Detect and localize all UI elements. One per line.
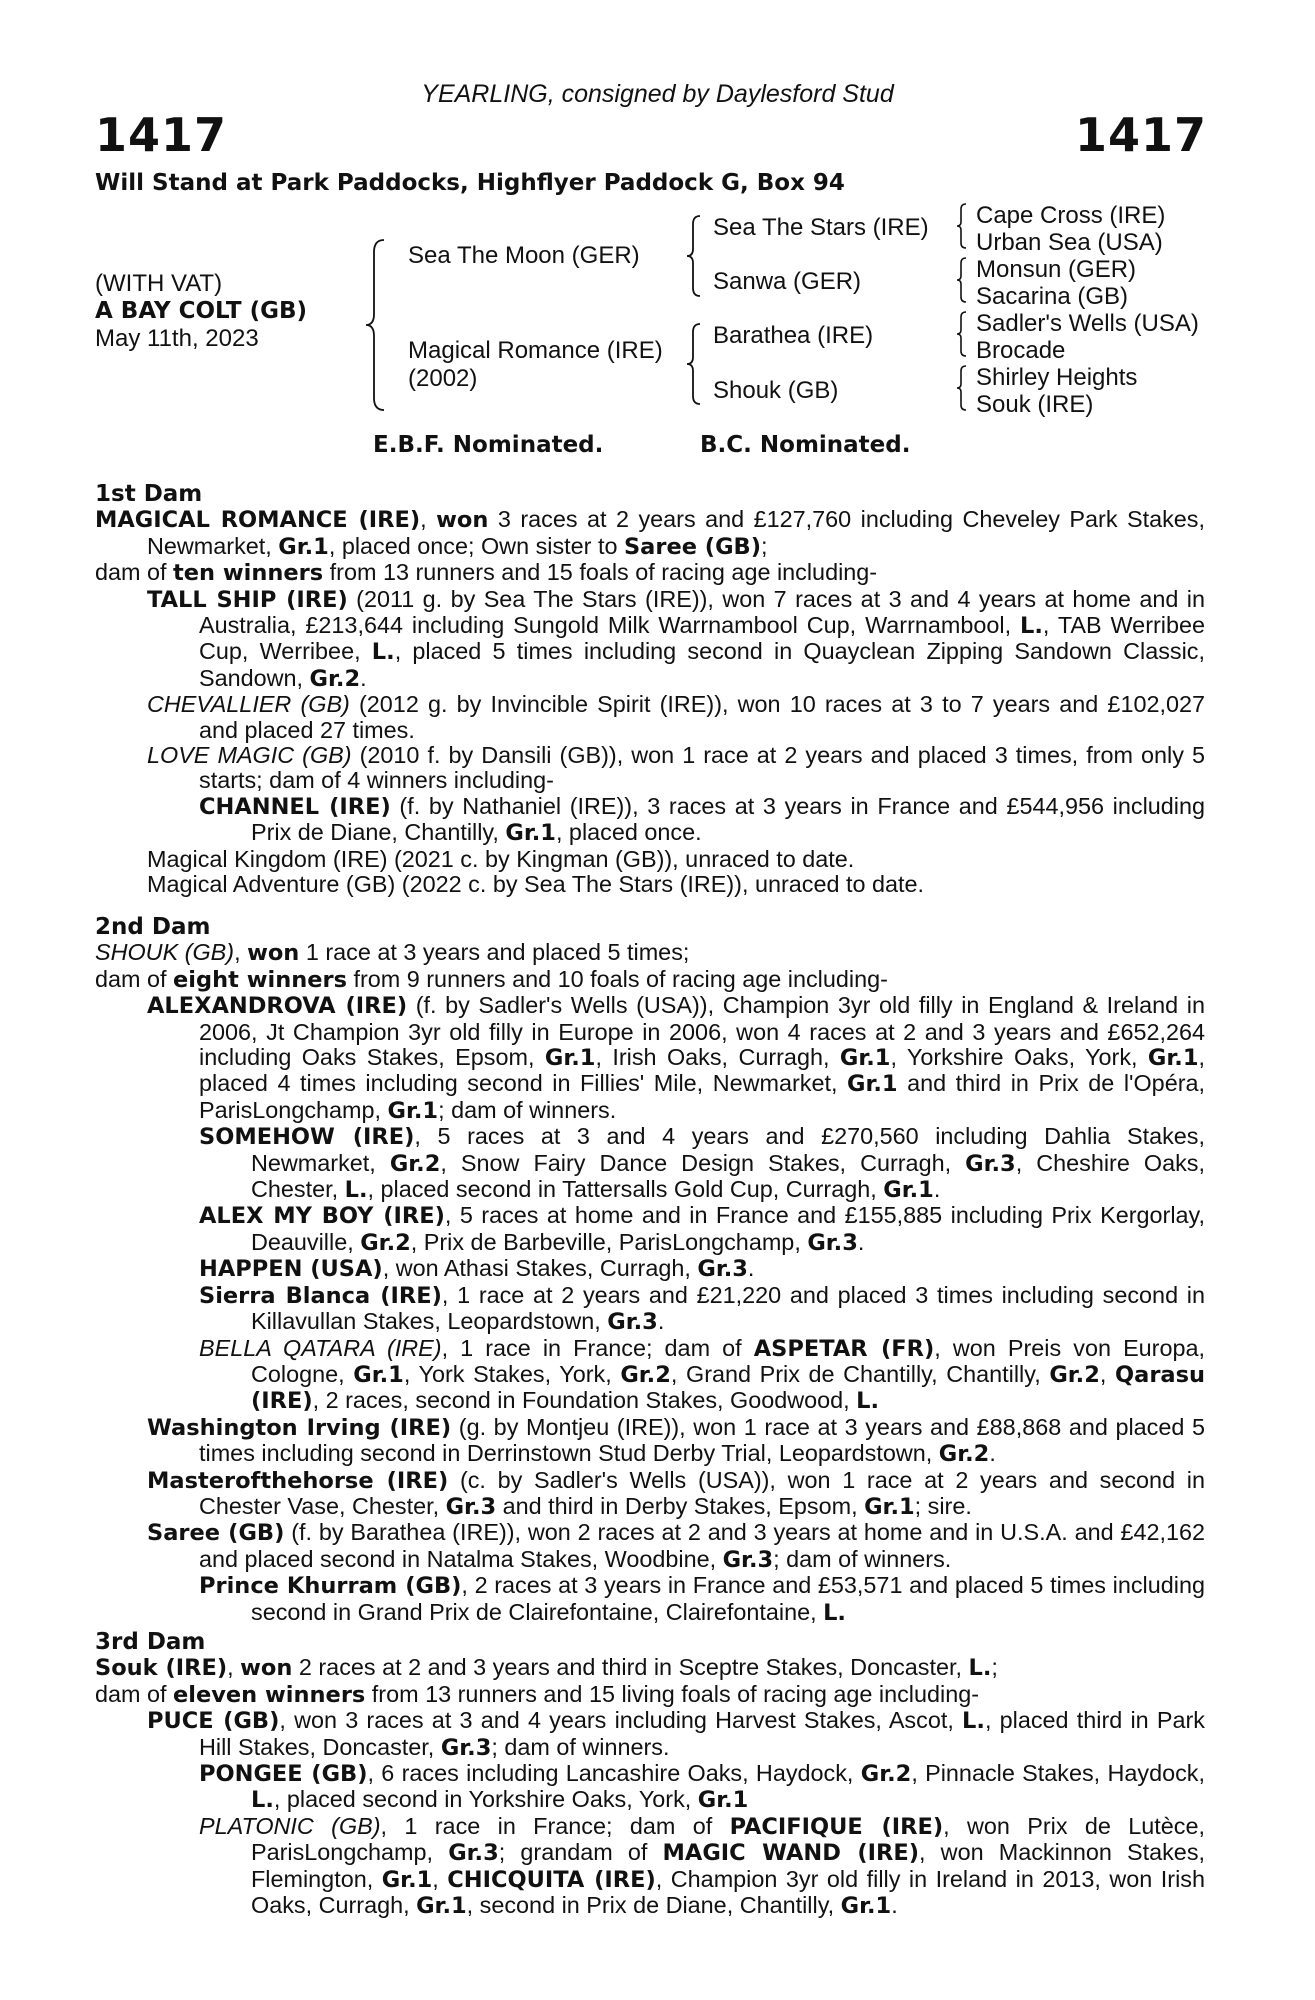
pedigree-entry [95, 940, 1205, 966]
bold-text: Gr.3 [445, 1493, 497, 1520]
text-run: . [747, 1255, 755, 1282]
text-run: . [891, 1892, 898, 1919]
second-dam-title: 2nd Dam [95, 914, 211, 940]
bold-text: L. [371, 639, 395, 666]
text-run: , 1 race in France; dam of [441, 1334, 754, 1361]
pedigree-entry [147, 743, 1205, 794]
text-run: , 2 races, second in Foundation Stakes, Goodwood, [312, 1387, 857, 1414]
bold-text: L. [968, 1655, 992, 1682]
bold-text: L. [1020, 613, 1043, 640]
text-run: , Pinnacle Stakes, Haydock, [911, 1760, 1205, 1787]
text-run: dam of [95, 559, 174, 586]
vat-note: (WITH VAT) [95, 270, 223, 297]
pedigree-entry [147, 847, 1205, 872]
italic-text: BELLA QATARA (IRE) [199, 1334, 442, 1361]
bold-text: Gr.1 [353, 1361, 404, 1388]
text-run: dam of [95, 965, 174, 992]
text-run: . [989, 1440, 996, 1467]
pedigree-entry [147, 872, 1205, 897]
bold-text: eleven winners [173, 1681, 366, 1708]
bold-text: ASPETAR (FR) [753, 1335, 935, 1362]
text-run: , won Mackinnon Stakes, Flemington, [251, 1839, 1206, 1892]
pedigree-entry [95, 560, 1205, 586]
bold-text: Gr.2 [389, 1150, 441, 1177]
bold-text: ALEXANDROVA (IRE) [147, 993, 408, 1020]
bold-text: Souk (IRE) [95, 1655, 228, 1682]
text-run: , 6 races including Lancashire Oaks, Haydock, [367, 1760, 861, 1787]
bold-text: Gr.1 [381, 1866, 433, 1893]
pedigree-entry [147, 1708, 1205, 1761]
bold-text: Gr.2 [620, 1361, 671, 1388]
text-run: , 5 races at home and in France and £155,885 including Prix Kergorlay, Deauville, [251, 1202, 1205, 1255]
ggs-8: Souk (IRE) [976, 391, 1094, 418]
text-run: . [657, 1308, 665, 1335]
bold-text: PONGEE (GB) [199, 1761, 368, 1788]
text-run: , placed once; Own sister to [328, 532, 624, 559]
text-run: , Cheshire Oaks, Chester, [251, 1149, 1205, 1203]
text-run: , won Athasi Stakes, Curragh, [382, 1255, 698, 1282]
pedigree-entry [147, 993, 1205, 1124]
gen3-brace-2 [956, 256, 968, 304]
ggs-1: Cape Cross (IRE) [976, 202, 1166, 229]
pedigree-entry [95, 967, 1205, 993]
text-run: , Yorkshire Oaks, York, [890, 1044, 1148, 1071]
bold-text: Sierra Blanca (IRE) [199, 1282, 442, 1309]
horse-name: A BAY COLT (GB) [95, 298, 308, 324]
text-run: , 5 races at 3 and 4 years and £270,560 including Dahlia Stakes, Newmarket, [251, 1123, 1206, 1176]
text-run: , placed once. [555, 819, 702, 846]
pedigree-entry [199, 1336, 1205, 1415]
pedigree-entry [199, 1203, 1205, 1256]
lot-header: YEARLING, consigned by Daylesford Stud [421, 80, 894, 108]
bold-text: Gr.1 [1147, 1045, 1199, 1072]
pedigree-entry [147, 692, 1205, 743]
first-dam-lines [95, 507, 1205, 897]
pedigree-entry [199, 1761, 1205, 1814]
ggs-5: Sadler's Wells (USA) [976, 310, 1199, 337]
pedigree-entry [199, 1283, 1205, 1336]
pedigree-entry [95, 1682, 1205, 1708]
dam-brace [686, 322, 702, 406]
bold-text: Gr.2 [1049, 1361, 1100, 1388]
bold-text: Gr.1 [840, 1893, 892, 1920]
bold-text: Gr.3 [807, 1229, 858, 1256]
text-run: . [857, 1228, 865, 1255]
bold-text: Gr.2 [309, 665, 361, 692]
text-run: and third in Prix de l'Opéra, ParisLongchamp, [199, 1070, 1205, 1123]
text-run: , [420, 506, 437, 533]
text-run: , [432, 1865, 448, 1892]
text-run: , 2 races at 3 years in France and £53,571 and placed 5 times including second in Grand Prix de Clairefontaine, Clairefontaine, [251, 1572, 1205, 1625]
text-run: ; sire. [914, 1492, 972, 1519]
pedigree-entry [199, 1814, 1205, 1920]
text-run: Magical Adventure (GB) (2022 c. by Sea The Stars (IRE)), unraced to date. [147, 871, 925, 898]
text-run: . [360, 664, 367, 691]
italic-text: PLATONIC (GB) [199, 1812, 381, 1839]
text-run: , TAB Werribee Cup, Werribee, [199, 612, 1205, 665]
text-run: , Irish Oaks, Curragh, [595, 1044, 840, 1071]
bold-text: Prince Khurram (GB) [199, 1573, 462, 1600]
dam-year: (2002) [408, 365, 478, 392]
bold-text: Gr.1 [387, 1097, 439, 1124]
ggs-6: Brocade [976, 337, 1066, 364]
bold-text: Gr.1 [847, 1071, 898, 1098]
ggs-2: Urban Sea (USA) [976, 229, 1163, 256]
bc-nomination: B.C. Nominated. [700, 432, 911, 458]
pedigree-entry [95, 1655, 1205, 1681]
sire-sire: Sea The Stars (IRE) [713, 214, 929, 241]
text-run: , Snow Fairy Dance Design Stakes, Curragh, [440, 1149, 966, 1176]
gen3-brace-4 [956, 364, 968, 412]
text-run: ; dam of winners. [438, 1096, 617, 1123]
pedigree-entry [199, 1256, 1205, 1282]
text-run: (f. by Sadler's Wells (USA)), Champion 3yr old filly in England & Ireland in 2006, Jt Champion 3yr old filly in Europe in 2006, won 4 races at 2 and 3 years and £652,264 including Oaks Stakes, Epsom, [199, 992, 1205, 1071]
pedigree-entry [147, 587, 1205, 693]
text-run: , placed 5 times including second in Quayclean Zipping Sandown Classic, Sandown, [199, 638, 1205, 691]
text-run: (f. by Nathaniel (IRE)), 3 races at 3 years in France and £544,956 including Prix de Diane, Chantilly, [251, 792, 1206, 846]
bold-text: Gr.1 [697, 1787, 749, 1814]
bold-text: Gr.3 [965, 1150, 1016, 1177]
third-dam-lines [95, 1655, 1205, 1919]
bold-text: Qarasu (IRE) [251, 1361, 1206, 1415]
text-run: , York Stakes, York, [403, 1360, 621, 1387]
bold-text: Gr.2 [938, 1441, 990, 1468]
bold-text: won [247, 940, 300, 967]
text-run: (g. by Montjeu (IRE)), won 1 race at 3 years and £88,868 and placed 5 times including second in Derrinstown Stud Derby Trial, Leopardstown, [199, 1413, 1205, 1467]
third-dam-section [95, 1630, 1205, 1919]
text-run: , placed 4 times including second in Fillies' Mile, Newmarket, [199, 1044, 1205, 1097]
bold-text: Gr.3 [722, 1546, 774, 1573]
text-run: (f. by Barathea (IRE)), won 2 races at 2 and 3 years at home and in U.S.A. and £42,162 and placed second in Natalma Stakes, Woodbine, [199, 1519, 1205, 1572]
text-run: ; grandam of [498, 1839, 663, 1866]
bold-text: Saree (GB) [147, 1520, 285, 1547]
bold-text: PUCE (GB) [147, 1708, 280, 1735]
text-run: 1 race at 3 years and placed 5 times; [299, 939, 690, 966]
pedigree-entry [199, 1573, 1205, 1626]
text-run: , [227, 1654, 241, 1681]
pedigree-entry [147, 1468, 1205, 1521]
text-run: . [933, 1176, 941, 1203]
pedigree-entry [199, 1124, 1205, 1203]
text-run: ; dam of winners. [491, 1733, 670, 1760]
bold-text: Gr.2 [360, 1229, 411, 1256]
bold-text: L. [823, 1599, 846, 1626]
text-run: (2012 g. by Invincible Spirit (IRE)), won 10 races at 3 to 7 years and £102,027 and placed 27 times. [199, 691, 1205, 743]
italic-text: LOVE MAGIC (GB) [147, 742, 352, 769]
stand-location: Will Stand at Park Paddocks, Highflyer Paddock G, Box 94 [95, 170, 845, 196]
sire-dam: Sanwa (GER) [713, 268, 862, 295]
dam-name: Magical Romance (IRE) [408, 337, 663, 364]
bold-text: Gr.3 [607, 1309, 658, 1336]
text-run: 2 races at 2 and 3 years and third in Sceptre Stakes, Doncaster, [292, 1654, 969, 1681]
bold-text: Gr.1 [839, 1045, 891, 1072]
ggs-3: Monsun (GER) [976, 256, 1137, 283]
text-run: ; dam of winners. [773, 1545, 952, 1572]
bold-text: L. [344, 1177, 368, 1204]
text-run: , second in Prix de Diane, Chantilly, [466, 1892, 841, 1919]
text-run: , won 3 races at 3 and 4 years including Harvest Stakes, Ascot, [279, 1707, 963, 1734]
bold-text: L. [856, 1388, 880, 1415]
lot-number-left: 1417 [95, 108, 228, 162]
pedigree-brace [365, 238, 387, 412]
third-dam-title: 3rd Dam [95, 1629, 206, 1655]
second-dam-section [95, 915, 1205, 1626]
bold-text: Gr.3 [697, 1256, 748, 1283]
bold-text: Gr.1 [864, 1493, 915, 1520]
ebf-nomination: E.B.F. Nominated. [373, 432, 604, 458]
pedigree-entry [147, 1415, 1205, 1468]
gen3-brace-3 [956, 310, 968, 358]
bold-text: CHANNEL (IRE) [199, 793, 391, 820]
text-run: , [234, 939, 248, 966]
bold-text: L. [251, 1787, 274, 1814]
bold-text: MAGICAL ROMANCE (IRE) [95, 507, 421, 534]
text-run: , Prix de Barbeville, ParisLongchamp, [410, 1228, 808, 1255]
text-run: ; [991, 1654, 998, 1681]
bold-text: Gr.3 [448, 1840, 499, 1867]
italic-text: SHOUK (GB) [95, 939, 235, 966]
bold-text: won [240, 1655, 293, 1682]
text-run: , 1 race at 2 years and £21,220 and placed 3 times including second in Killavullan Stakes, Leopardstown, [251, 1281, 1205, 1335]
bold-text: won [436, 507, 489, 534]
pedigree-entry [147, 1520, 1205, 1573]
bold-text: MAGIC WAND (IRE) [662, 1840, 920, 1867]
ggs-4: Sacarina (GB) [976, 283, 1129, 310]
text-run: , 1 race in France; dam of [380, 1812, 730, 1839]
text-run: from 9 runners and 10 foals of racing age including- [346, 965, 888, 992]
text-run: , [1099, 1360, 1116, 1387]
bold-text: eight winners [173, 966, 347, 993]
text-run: and third in Derby Stakes, Epsom, [496, 1492, 865, 1519]
text-run: 3 races at 2 years and £127,760 including Cheveley Park Stakes, Newmarket, [147, 506, 1206, 559]
sire-name: Sea The Moon (GER) [408, 242, 640, 269]
bold-text: TALL SHIP (IRE) [147, 586, 348, 613]
text-run: (c. by Sadler's Wells (USA)), won 1 race at 2 years and second in Chester Vase, Chester, [199, 1466, 1205, 1519]
horse-dob: May 11th, 2023 [95, 325, 259, 352]
bold-text: Gr.2 [860, 1761, 912, 1788]
text-run: dam of [95, 1680, 174, 1707]
text-run: Magical Kingdom (IRE) (2021 c. by Kingman (GB)), unraced to date. [147, 845, 855, 872]
text-run: , placed third in Park Hill Stakes, Doncaster, [199, 1707, 1205, 1760]
bold-text: ten winners [173, 560, 324, 587]
bold-text: CHICQUITA (IRE) [447, 1866, 656, 1893]
bold-text: Gr.1 [416, 1893, 467, 1920]
dam-sire: Barathea (IRE) [713, 322, 874, 349]
text-run: (2011 g. by Sea The Stars (IRE)), won 7 races at 3 and 4 years at home and in Australia, £213,644 including Sungold Milk Warrnambool Cup, Warrnambool, [199, 585, 1206, 639]
text-run: from 13 runners and 15 foals of racing age including- [323, 559, 878, 586]
pedigree-entry [199, 794, 1205, 847]
pedigree-entry [95, 507, 1205, 560]
first-dam-title: 1st Dam [95, 481, 203, 507]
bold-text: ALEX MY BOY (IRE) [199, 1203, 445, 1230]
text-run: , won Prix de Lutèce, ParisLongchamp, [251, 1812, 1205, 1866]
text-run: (2010 f. by Dansili (GB)), won 1 race at 2 years and placed 3 times, from only 5 starts; dam of 4 winners including- [199, 742, 1205, 794]
text-run: , Champion 3yr old filly in Ireland in 2013, won Irish Oaks, Curragh, [251, 1865, 1205, 1919]
gen3-brace-1 [956, 202, 968, 250]
bold-text: HAPPEN (USA) [199, 1256, 383, 1283]
italic-text: CHEVALLIER (GB) [147, 691, 350, 718]
text-run: , placed second in Tattersalls Gold Cup, Curragh, [367, 1176, 884, 1203]
bold-text: Washington Irving (IRE) [147, 1414, 452, 1441]
text-run: , placed second in Yorkshire Oaks, York, [273, 1786, 698, 1813]
bold-text: Saree (GB) [623, 533, 761, 560]
bold-text: Masterofthehorse (IRE) [147, 1467, 449, 1494]
text-run: , Grand Prix de Chantilly, Chantilly, [670, 1360, 1050, 1387]
text-run: from 13 runners and 15 living foals of racing age including- [365, 1680, 980, 1707]
ggs-7: Shirley Heights [976, 364, 1138, 391]
text-run: ; [761, 532, 768, 559]
dam-dam: Shouk (GB) [713, 377, 839, 404]
bold-text: L. [962, 1708, 985, 1735]
lot-number-right: 1417 [1074, 108, 1207, 162]
text-run: , won Preis von Europa, Cologne, [251, 1334, 1206, 1387]
bold-text: Gr.1 [505, 820, 556, 847]
bold-text: Gr.1 [544, 1045, 596, 1072]
bold-text: Gr.1 [278, 533, 329, 560]
bold-text: PACIFIQUE (IRE) [729, 1813, 944, 1840]
bold-text: Gr.1 [883, 1177, 934, 1204]
second-dam-lines [95, 940, 1205, 1626]
bold-text: SOMEHOW (IRE) [199, 1124, 415, 1151]
sire-brace [686, 214, 702, 298]
first-dam-section [95, 482, 1205, 898]
bold-text: Gr.3 [440, 1734, 492, 1761]
